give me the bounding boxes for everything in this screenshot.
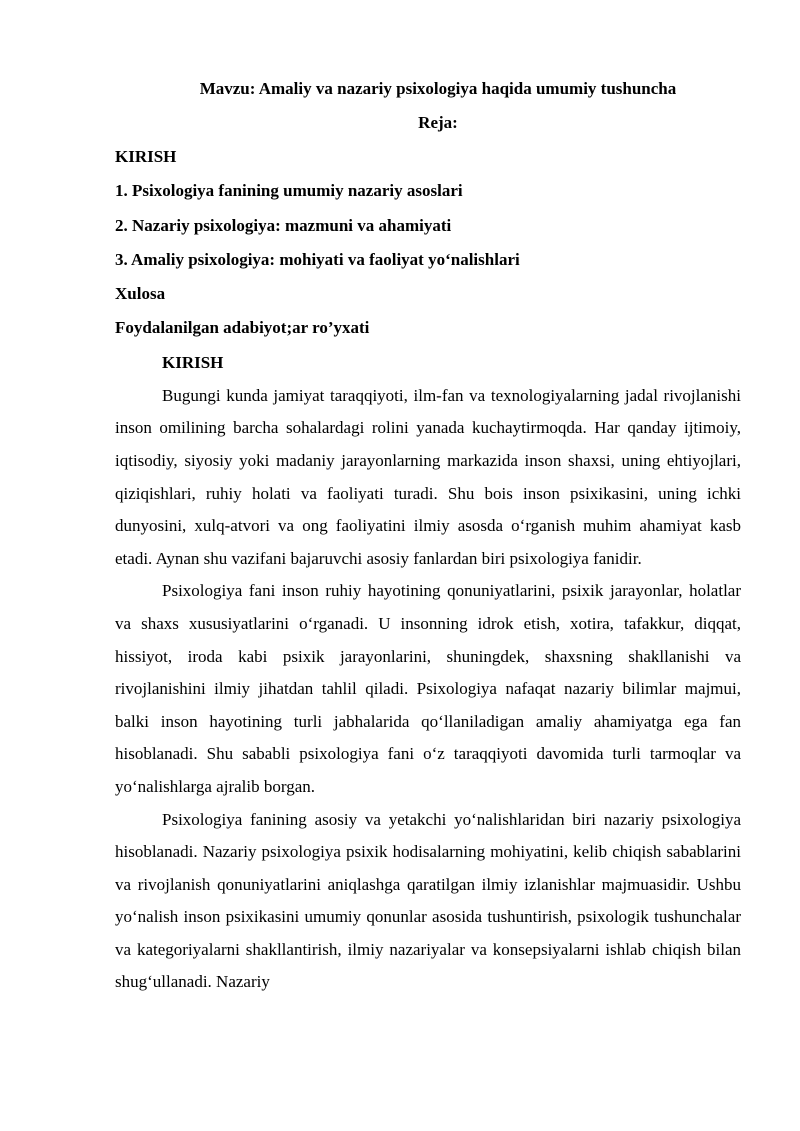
plan-item-1: 1. Psixologiya fanining umumiy nazariy asoslari	[115, 181, 463, 201]
plan-item-3: 3. Amaliy psixologiya: mohiyati va faoliyat yo‘nalishlari	[115, 249, 520, 269]
plan-list	[115, 140, 741, 346]
plan-item-introduction: KIRISH	[115, 147, 177, 166]
plan-item-references: Foydalanilgan adabiyot;ar ro’yxati	[115, 318, 370, 338]
document-page	[115, 72, 741, 999]
section-heading-introduction: KIRISH	[162, 352, 224, 372]
body-paragraph: Bugungi kunda jamiyat taraqqiyoti, ilm-fan va texnologiyalarning jadal rivojlanishi inson omilining barcha sohalardagi rolini yanada kuchaytirmoqda. Har qanday ijtimoiy, iqtisodiy, siyosiy yoki madaniy jarayonlarning markazida inson shaxsi, uning ehtiyojlari, qiziqishlari, ruhiy holati va faoliyati turadi. Shu bois inson psixikasini, uning ichki dunyosini, xulq-atvori va ong faoliyatini ilmiy asosda o‘rganish muhim ahamiyat kasb etadi. Aynan shu vazifani bajaruvchi asosiy fanlardan biri psixologiya fanidir.	[115, 385, 741, 568]
body-paragraph: Psixologiya fani inson ruhiy hayotining qonuniyatlarini, psixik jarayonlar, holatlar va shaxs xususiyatlarini o‘rganadi. U insonning idrok etish, xotira, tafakkur, diqqat, hissiyot, iroda kabi psixik jarayonlarini, shuningdek, shaxsning shakllanishi va rivojlanishini ilmiy jihatdan tahlil qiladi. Psixologiya nafaqat nazariy bilimlar majmui, balki inson hayotining turli jabhalarida qo‘llaniladigan amaliy ahamiyatga ega fan hisoblanadi. Shu sababli psixologiya fani o‘z taraqqiyoti davomida turli tarmoqlar va yo‘nalishlarga ajralib borgan.	[115, 581, 741, 796]
body-paragraph: Psixologiya fanining asosiy va yetakchi yo‘nalishlaridan biri nazariy psixologiya hisoblanadi. Nazariy psixologiya psixik hodisalarning mohiyatini, kelib chiqish sabablarini va rivojlanish qonuniyatlarini aniqlashga qaratilgan ilmiy izlanishlar majmuasidir. Ushbu yo‘nalish inson psixikasini umumiy qonunlar asosida tushuntirish, psixologik tushunchalar va kategoriyalarni shakllantirish, ilmiy nazariyalar va konsepsiyalarni ishlab chiqish bilan shug‘ullanadi. Nazariy	[115, 809, 741, 992]
plan-item-conclusion: Xulosa	[115, 284, 166, 304]
plan-heading: Reja:	[418, 113, 458, 132]
document-title: Mavzu: Amaliy va nazariy psixologiya haqida umumiy tushuncha	[199, 79, 677, 98]
plan-item-2: 2. Nazariy psixologiya: mazmuni va ahamiyati	[115, 215, 452, 235]
